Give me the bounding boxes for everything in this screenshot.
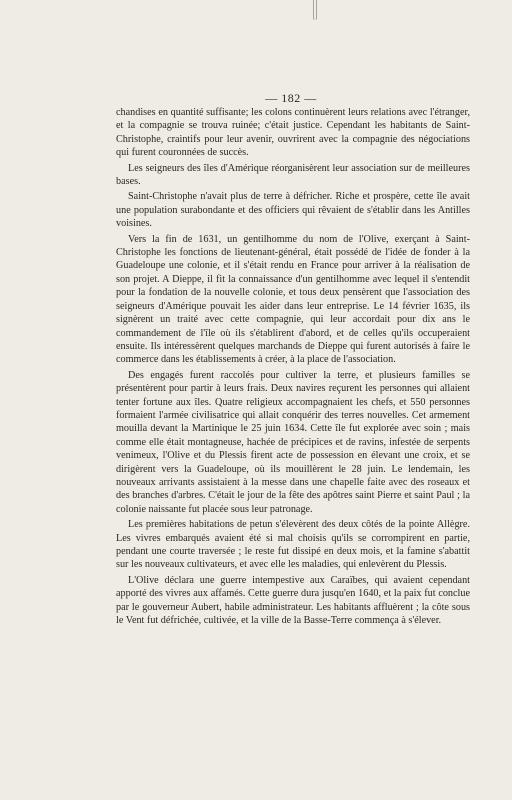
body-text: [116, 106, 470, 629]
paragraph: L'Olive déclara une guerre intempestive aux Caraïbes, qui avaient cependant apporté des vivres aux affamés. Cette guerre dura jusqu'en 1640, et la paix fut conclue par le gouverneur Aubert, habile administrateur. Les habitants affluèrent ; la côte sous le Vent fut défrichée, cultivée, et la ville de la Basse-Terre commença à s'élever.: [116, 574, 470, 627]
paragraph: Des engagés furent raccolés pour cultiver la terre, et plusieurs familles se présentèrent pour partir à leurs frais. Deux navires reçurent les personnes qui allaient tenter fortune aux îles. Quatre religieux accompagnaient les chefs, et 550 personnes formaient l'armée civilisatrice qui allait conquérir des terres nouvelles. Cet armement mouilla devant la Martinique le 25 juin 1634. Cette île fut explorée avec soin ; mais comme elle était montagneuse, hachée de précipices et de ravins, infestée de serpents venimeux, l'Olive et du Plessis firent acte de possession en élevant une croix, et se dirigèrent vers la Guadeloupe, où ils mouillèrent le 28 juin. Le lendemain, les nouveaux arrivants assistaient à la messe dans une chapelle faite avec des roseaux et des branches d'arbres. C'était le jour de la fête des apôtres saint Pierre et saint Paul ; la colonie naissante fut placée sous leur patronage.: [116, 369, 470, 515]
page-edge-mark: [313, 0, 317, 20]
paragraph: Vers la fin de 1631, un gentilhomme du nom de l'Olive, exerçant à Saint-Christophe les fonctions de lieutenant-général, était possédé de l'idée de fonder à la Guadeloupe une colonie, et il s'était rendu en France pour arriver à la réalisation de son projet. A Dieppe, il fit la connaissance d'un gentilhomme avec lequel il s'entendit pour la fondation de la nouvelle colonie, et tous deux pensèrent que l'association des seigneurs d'Amérique pouvait les aider dans leur entreprise. Le 14 février 1635, ils signèrent un traité avec cette compagnie, qui leur accordait pour dix ans le commandement de l'île où ils s'établirent d'abord, et de celles qu'ils occuperaient ensuite. Ils intéressèrent quelques marchands de Dieppe qui furent autorisés à faire le commerce dans les établissements à créer, à la place de l'association.: [116, 233, 470, 366]
paragraph: Les premières habitations de petun s'élevèrent des deux côtés de la pointe Allègre. Les vivres embarqués avaient été si mal choisis qu'ils se corrompirent en partie, pendant une courte traversée ; le reste fut dissipé en deux mois, et la famine s'abattit sur les nouveaux cultivateurs, et avec elle les maladies, qui enlevèrent du Plessis.: [116, 519, 470, 571]
paragraph: chandises en quantité suffisante; les colons continuèrent leurs relations avec l'étranger, et la compagnie se trouva ruinée; c'était justice. Cependant les habitants de Saint-Christophe, craintifs pour leur avenir, ouvrirent avec la compagnie des négociations qui furent couronnées de succès.: [116, 107, 470, 159]
paragraph: Saint-Christophe n'avait plus de terre à défricher. Riche et prospère, cette île avait une population surabondante et des officiers qui rêvaient de s'établir dans les Antilles voisines.: [116, 191, 470, 230]
page-number: — 182 —: [265, 91, 317, 105]
paragraph: Les seigneurs des îles d'Amérique réorganisèrent leur association sur de meilleures bases.: [116, 162, 470, 188]
